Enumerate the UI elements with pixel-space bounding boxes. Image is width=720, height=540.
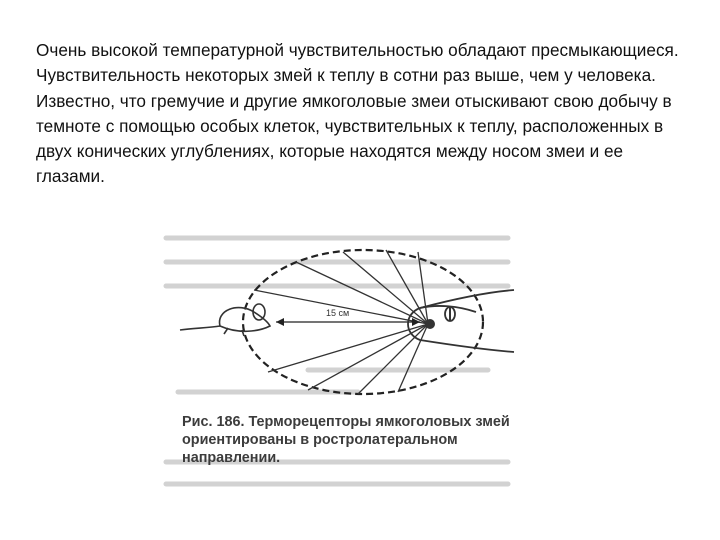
figure-caption — [182, 413, 512, 467]
mouse-icon — [180, 304, 270, 336]
pit-organ-icon — [425, 319, 435, 329]
body-paragraph: Очень высокой температурной чувствительностью обладают пресмыкающиеся. Чувствительность некоторых змей к теплу в сотни раз выше, чем у человека. Известно, что гремучие и другие ямкоголовые змеи отыскивают свою добычу в темноте с помощью особых клеток, чувствительных к теплу, расположенных в двух конических углублениях, которые находятся между носом змеи и ее глазами. — [36, 40, 679, 187]
caption-text: Терморецепторы ямкоголовых змей ориентированы в ростролатеральном направлении. — [182, 414, 510, 466]
distance-arrow — [276, 318, 420, 326]
distance-label: 15 см — [326, 308, 350, 318]
caption-number: Рис. 186. — [182, 414, 245, 430]
